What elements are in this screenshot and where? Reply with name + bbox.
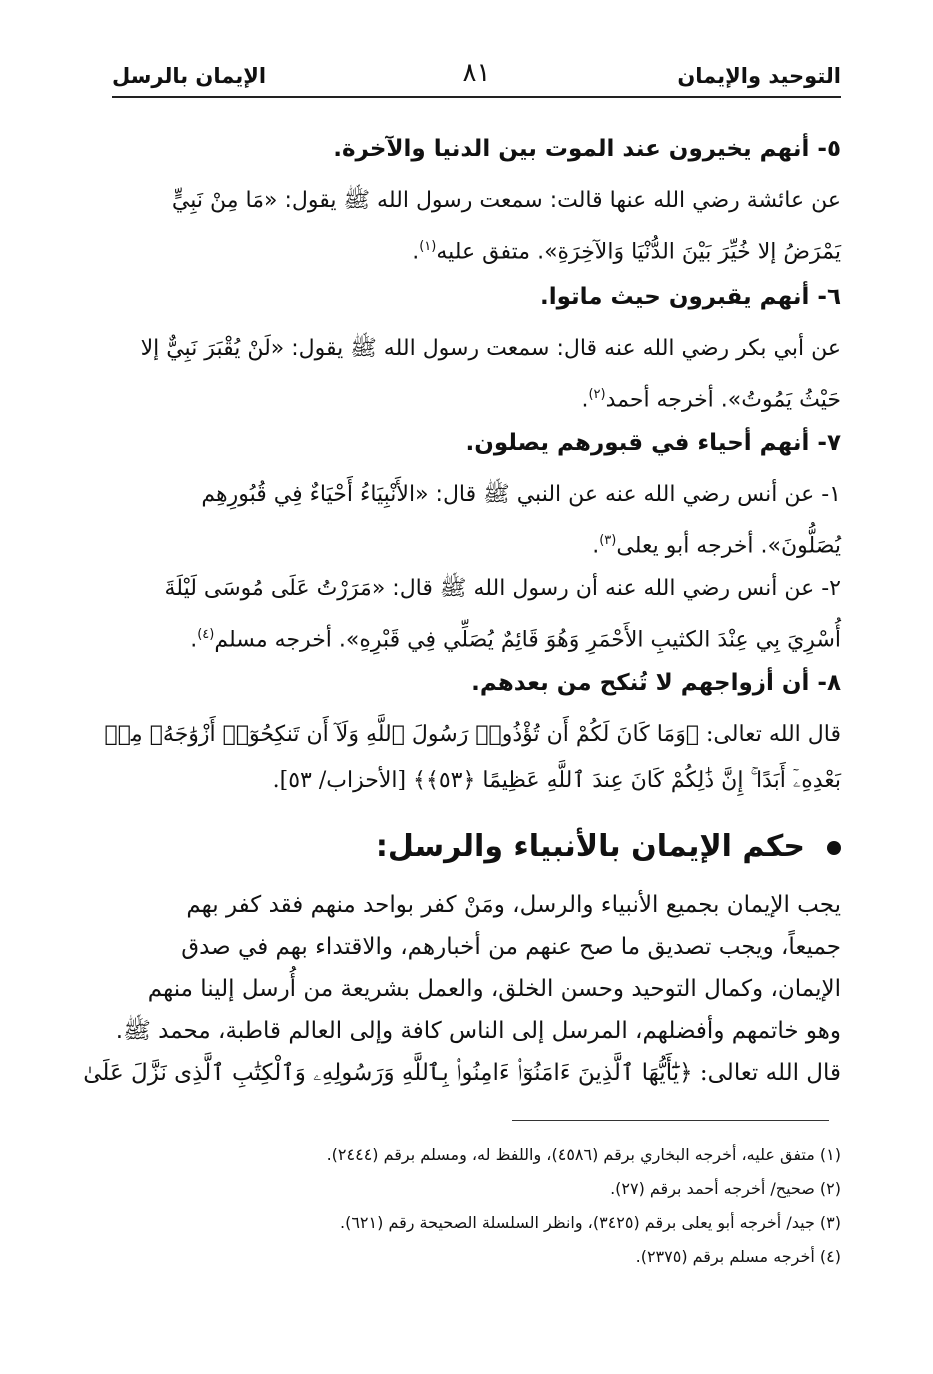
point-6-hadith-text: حَيْثُ يَمُوتُ». أخرجه أحمد (605, 387, 841, 413)
footnote-4: (٤) أخرجه مسلم برقم (٢٣٧٥). (635, 1247, 841, 1266)
chapter-title: الإيمان بالرسل (112, 64, 267, 88)
point-7-hadith-2-line-2: أُسْرِيَ بِي عِنْدَ الكثيبِ الأَحْمَرِ وَهُوَ قَائِمٌ يُصَلِّي فِي قَبْرِهِ». أخرجه مسلم$^{(٤)}$. (190, 627, 841, 653)
footnote-ref-4: (٤) (197, 627, 215, 642)
point-7-hadith-1-line-1: ١- عن أنس رضي الله عنه عن النبي ﷺ قال: «الأَنْبِيَاءُ أَحْيَاءٌ فِي قُبُورِهِم (201, 482, 841, 507)
paragraph-line: الإيمان، وكمال التوحيد وحسن الخلق، والعمل بشريعة من أُرسل إلينا منهم (147, 976, 841, 1002)
paragraph-line: جميعاً، ويجب تصديق ما صح عنهم من أخبارهم، والاقتداء بهم في صدق (181, 934, 841, 960)
point-7-hadith-1-line-2: يُصَلُّونَ». أخرجه أبو يعلى$^{(٣)}$. (592, 533, 841, 559)
bullet-icon (827, 841, 841, 855)
point-8-heading: ٨- أن أزواجهم لا تُنكح من بعدهم. (471, 670, 841, 696)
point-6-heading: ٦- أنهم يقبرون حيث ماتوا. (539, 284, 841, 310)
footnotes (112, 1138, 841, 1274)
footnote-ref-2: (٢) (588, 387, 606, 402)
point-7-hadith-2-line-1: ٢- عن أنس رضي الله عنه أن رسول الله ﷺ قال: «مَرَرْتُ عَلَى مُوسَى لَيْلَةَ (164, 576, 841, 601)
section-paragraph (83, 884, 841, 1094)
page-number: ٨١ (462, 58, 491, 88)
section-heading-text: حكم الإيمان بالأنبياء والرسل: (375, 829, 805, 864)
point-6-hadith-line-2: حَيْثُ يَمُوتُ». أخرجه أحمد$^{(٢)}$. (581, 387, 841, 413)
running-header (112, 56, 841, 98)
point-8-verse-line-1: قال الله تعالى: ﴿وَمَا كَانَ لَكُمْ أَن تُؤْذُوا۟ رَسُولَ ٱللَّهِ وَلَآ أَن تَنكِحُوٓا۟ أَزْوَٰجَهُۥ مِنۢ (104, 722, 841, 747)
section-heading (112, 829, 841, 864)
point-7-heading: ٧- أنهم أحياء في قبورهم يصلون. (465, 430, 841, 456)
footnote-separator (512, 1120, 829, 1121)
footnote-3: (٣) جيد/ أخرجه أبو يعلى برقم (٣٤٢٥)، وانظر السلسلة الصحيحة رقم (٦٢١). (340, 1213, 841, 1232)
footnote-ref-3: (٣) (599, 533, 617, 548)
paragraph-line: يجب الإيمان بجميع الأنبياء والرسل، ومَنْ كفر بواحد منهم فقد كفر بهم (186, 892, 841, 918)
point-5-hadith-text: يَمْرَضُ إلا خُيِّرَ بَيْنَ الدُّنْيَا وَالآخِرَةِ». متفق عليه (436, 239, 841, 265)
paragraph-line: وهو خاتمهم وأفضلهم، المرسل إلى الناس كافة وإلى العالم قاطبة، محمد ﷺ. (115, 1018, 841, 1044)
footnote-1: (١) متفق عليه، أخرجه البخاري برقم (٤٥٨٦)، واللفظ له، ومسلم برقم (٢٤٤٤). (326, 1145, 841, 1164)
point-8-verse-line-2: بَعْدِهِۦٓ أَبَدًا ۚ إِنَّ ذَٰلِكُمْ كَانَ عِندَ ٱللَّهِ عَظِيمًا ﴿٥٣﴾﴾ [الأحزاب/ ٥٣]. (272, 768, 841, 793)
point-5-hadith-line-1: عن عائشة رضي الله عنها قالت: سمعت رسول الله ﷺ يقول: «مَا مِنْ نَبِيٍّ (171, 188, 841, 213)
paragraph-verse-line: قال الله تعالى: ﴿يَٰٓأَيُّهَا ٱلَّذِينَ ءَامَنُوٓا۟ ءَامِنُوا۟ بِٱللَّهِ وَرَسُولِهِۦ وَٱلْكِتَٰبِ ٱلَّذِى نَزَّلَ عَلَىٰ (83, 1060, 841, 1086)
footnote-ref-1: (١) (419, 239, 437, 254)
point-5-hadith-line-2: يَمْرَضُ إلا خُيِّرَ بَيْنَ الدُّنْيَا وَالآخِرَةِ». متفق عليه$^{(١)}$. (412, 239, 841, 265)
point-7-hadith-1-text: يُصَلُّونَ». أخرجه أبو يعلى (616, 533, 841, 559)
point-7-hadith-2-text: أُسْرِيَ بِي عِنْدَ الكثيبِ الأَحْمَرِ وَهُوَ قَائِمٌ يُصَلِّي فِي قَبْرِهِ». أخرجه مسلم (214, 627, 841, 653)
book-title: التوحيد والإيمان (677, 64, 841, 88)
point-6-hadith-line-1: عن أبي بكر رضي الله عنه قال: سمعت رسول الله ﷺ يقول: «لَنْ يُقْبَرَ نَبِيٌّ إلا (140, 336, 841, 361)
footnote-2: (٢) صحيح/ أخرجه أحمد برقم (٢٧). (610, 1179, 841, 1198)
point-5-heading: ٥- أنهم يخيرون عند الموت بين الدنيا والآخرة. (333, 136, 841, 162)
